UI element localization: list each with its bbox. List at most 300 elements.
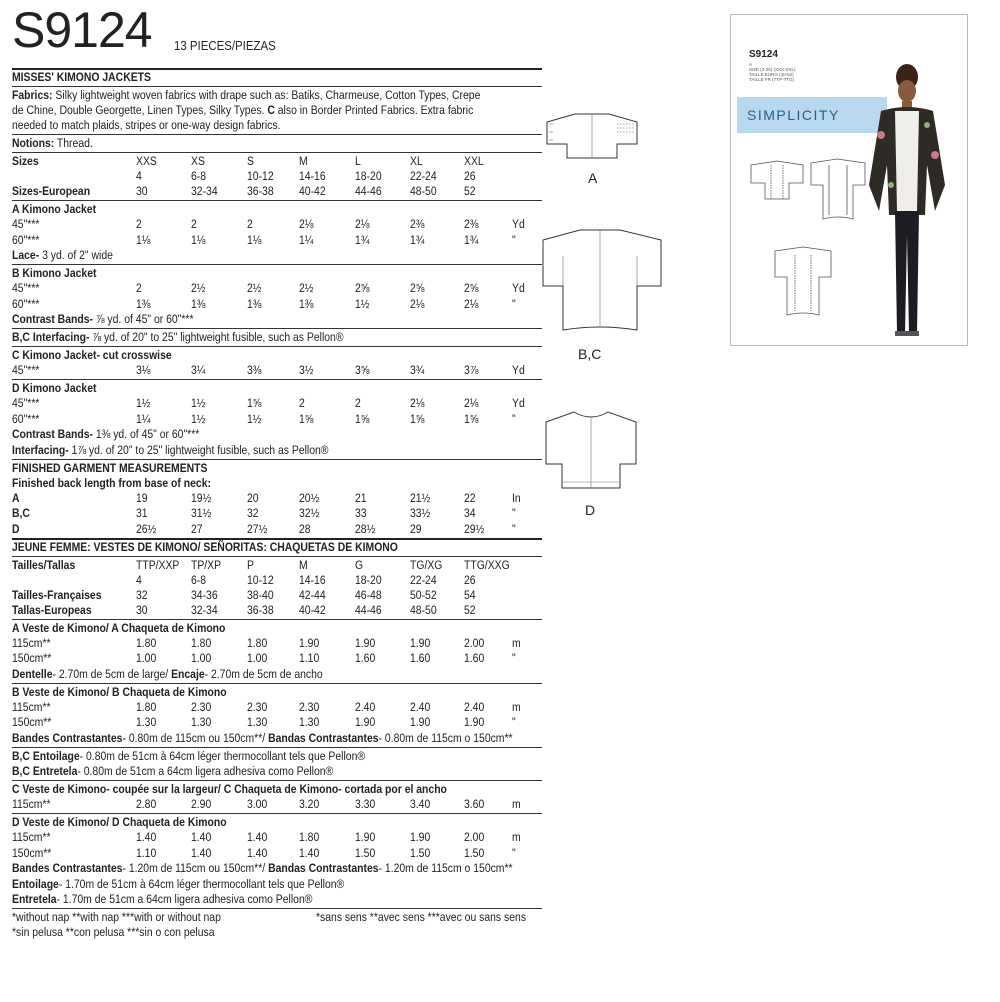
- view-d-row-value: 1½: [136, 396, 151, 410]
- fr-view-d-row-value: 1.50: [464, 845, 485, 860]
- view-c-row-value: 3½: [299, 363, 314, 378]
- view-a-row-value: 2⅜: [464, 217, 479, 231]
- envelope-sizes: A SIZE (4-26) (XXS-XXL) TAILLE EURO (30-52) TAILLE FR (TTP-TTG): [749, 62, 796, 82]
- fr-view-a-row-value: 1.90: [410, 635, 431, 650]
- fr-view-d-row-value: 1.40: [247, 830, 268, 844]
- fgm-row-value: 27½: [247, 521, 268, 536]
- fr-view-d-row-unit: ": [512, 845, 516, 860]
- fr-view-d-row-value: 2.00: [464, 830, 485, 844]
- fr-view-c-line: [12, 782, 447, 797]
- contrast-bands-text: ⅞ yd. of 45" or 60"***: [92, 312, 194, 327]
- fr-view-d-row-value: 1.10: [136, 845, 157, 860]
- size-number: 18-20: [355, 169, 382, 183]
- view-c-row-value: 3⅜: [247, 363, 262, 378]
- view-d-row-value: 1⅝: [410, 411, 425, 426]
- fr-sizes-label: Tailles/Tallas: [12, 557, 76, 572]
- chart-rule: [12, 908, 542, 909]
- fr-view-b-row-value: 2.30: [191, 699, 212, 714]
- view-b-row-label: 60"***: [12, 296, 40, 311]
- fabrics-line-2: [12, 103, 473, 118]
- fr-view-d-row-unit: m: [512, 830, 521, 844]
- fr-view-a-row-value: 1.10: [299, 651, 320, 666]
- lace-line: [12, 248, 113, 263]
- tallas-europeas-value: 44-46: [355, 602, 382, 617]
- size-number: 26: [464, 169, 476, 183]
- view-d-row-value: 2⅛: [410, 396, 425, 410]
- fr-view-b-row-unit: m: [512, 699, 521, 714]
- fr-view-b-row-unit: ": [512, 715, 516, 730]
- view-b-row-value: 2½: [299, 281, 314, 296]
- fgm-row-value: 31½: [191, 506, 212, 521]
- jacket-bc-drawing: [540, 226, 664, 336]
- view-b-row-value: 1½: [355, 296, 370, 311]
- fr-view-c-row-value: 3.00: [247, 797, 268, 812]
- fr-view-b-row-value: 2.30: [299, 699, 320, 714]
- size-number: 6-8: [191, 169, 207, 183]
- fr-view-b-line: [12, 685, 227, 700]
- fabrics-line-3: [12, 118, 280, 133]
- size-code: XXL: [464, 154, 484, 168]
- tailles-francaises-value: 38-40: [247, 587, 274, 602]
- view-d-row-value: 1½: [191, 396, 206, 410]
- d-contrast-line: [12, 427, 199, 442]
- fgm-row-unit: In: [512, 490, 521, 505]
- tailles-francaises-value: 42-44: [299, 587, 326, 602]
- sizes-label: Sizes: [12, 154, 39, 168]
- envelope-artwork: [731, 15, 967, 345]
- bc-entretela-label: B,C Entretela: [12, 764, 78, 779]
- bc-entretela-line: [12, 764, 333, 779]
- size-code: XS: [191, 154, 205, 168]
- view-d-row-value: 2: [355, 396, 361, 410]
- fabrics-label: Fabrics:: [12, 88, 53, 102]
- fr-view-c-row-value: 3.60: [464, 797, 485, 812]
- fgm-row-value: 29: [410, 521, 422, 536]
- fgm-row-value: 28½: [355, 521, 376, 536]
- d-entoilage-line: [12, 877, 344, 892]
- view-d-row-value: 1⅝: [464, 411, 479, 426]
- view-a-illustration: [545, 110, 640, 162]
- pattern-number: S9124: [12, 2, 152, 58]
- view-a-row-value: 2⅛: [355, 217, 370, 231]
- fr-view-a-row-value: 1.80: [136, 635, 157, 650]
- fr-view-a-row-label: 115cm**: [12, 635, 51, 650]
- view-d-row-label: 60"***: [12, 411, 40, 426]
- view-b-row-unit: Yd: [512, 281, 525, 296]
- tallas-europeas-label: Tallas-Europeas: [12, 602, 92, 617]
- fgm-sub-line: [12, 476, 211, 491]
- d-bandes-text: - 1.20m de 115cm ou 150cm**/: [122, 861, 269, 876]
- fr-view-b-row-value: 2.30: [247, 699, 268, 714]
- fr-view-c-row-label: 115cm**: [12, 797, 51, 812]
- fr-view-b-row-value: 1.30: [247, 715, 268, 730]
- view-b-row-value: 2⅛: [464, 296, 479, 311]
- fr-view-b-row-label: 150cm**: [12, 715, 52, 730]
- fd-bandes-line: [12, 861, 513, 876]
- fr-size-code: P: [247, 557, 254, 572]
- d-interfacing-line: [12, 443, 328, 458]
- chart-rule: [12, 264, 542, 265]
- view-a-row-value: 1¾: [410, 232, 425, 247]
- view-a-row-value: 1⅛: [191, 232, 206, 247]
- view-c-row-value: 3⅝: [355, 363, 370, 378]
- view-b-row-value: 2⅝: [410, 281, 425, 296]
- fr-title-line: [12, 540, 398, 555]
- sizes-european-value: 48-50: [410, 184, 437, 198]
- d-bandas-text: - 1.20m de 115cm o 150cm**: [378, 861, 513, 876]
- fr-view-b-row-value: 2.40: [410, 699, 431, 714]
- tailles-francaises-value: 34-36: [191, 587, 218, 602]
- fgm-row-value: 34: [464, 506, 476, 521]
- bc-entretela-text: - 0.80m de 51cm a 64cm ligera adhesiva como Pellon®: [77, 764, 334, 779]
- envelope-front: [730, 14, 968, 346]
- chart-rule: [12, 556, 542, 557]
- chart-rule: [12, 328, 542, 329]
- chart-rule: [12, 459, 542, 460]
- fr-view-d-row-value: 1.90: [410, 830, 431, 844]
- view-b-row-value: 1⅜: [136, 296, 151, 311]
- fr-view-c-title: C Veste de Kimono- coupée sur la largeur/ C Chaqueta de Kimono- cortada por el ancho: [12, 782, 447, 797]
- fgm-row-value: 32½: [299, 506, 320, 521]
- chart-title-line: [12, 70, 151, 85]
- view-d-row-value: 1½: [247, 411, 262, 426]
- view-a-row-unit: Yd: [512, 217, 525, 231]
- fgm-row-unit: ": [512, 506, 516, 521]
- fr-view-d-line: [12, 815, 227, 830]
- view-b-row-value: 2½: [247, 281, 262, 296]
- d-bandes-label: Bandes Contrastantes: [12, 861, 123, 876]
- lace-text: 3 yd. of 2" wide: [39, 248, 113, 263]
- view-a-row-unit: ": [512, 232, 516, 247]
- sizes-european-label: Sizes-European: [12, 184, 91, 198]
- fr-view-b-row-label: 115cm**: [12, 699, 51, 714]
- fgm-row-value: 21½: [410, 490, 431, 505]
- bandes-text: - 0.80m de 115cm ou 150cm**/: [122, 730, 269, 745]
- fr-view-a-row-unit: m: [512, 635, 521, 650]
- fr-view-a-row-value: 1.00: [136, 651, 157, 666]
- bandes-label: Bandes Contrastantes: [12, 730, 123, 745]
- fr-size-number: 26: [464, 572, 476, 587]
- dentelle-text: - 2.70m de 5cm de large/: [52, 666, 172, 681]
- fr-view-d-row-value: 1.50: [355, 845, 376, 860]
- view-b-title-line: [12, 266, 96, 281]
- d-interfacing-label: Interfacing-: [12, 442, 69, 457]
- fr-view-a-row-value: 1.00: [247, 651, 268, 666]
- fgm-row-value: 26½: [136, 521, 157, 536]
- fr-size-code: M: [299, 557, 308, 572]
- fr-size-number: 14-16: [299, 572, 326, 587]
- d-bandas-label: Bandas Contrastantes: [268, 861, 379, 876]
- fabrics-text: also in Border Printed Fabrics. Extra fabric: [274, 103, 474, 117]
- view-d-title: D Kimono Jacket: [12, 381, 97, 395]
- view-d-row-value: 2⅛: [464, 396, 479, 410]
- fr-view-d-row-value: 1.50: [410, 845, 431, 860]
- view-c-row-value: 3¾: [410, 363, 425, 378]
- pieces-count: 13 PIECES/PIEZAS: [174, 38, 276, 53]
- fr-view-c-row-value: 3.40: [410, 797, 431, 812]
- tallas-europeas-value: 40-42: [299, 602, 326, 617]
- tallas-europeas-value: 48-50: [410, 602, 437, 617]
- fb-bandes-line: [12, 731, 513, 746]
- size-code: L: [355, 154, 361, 168]
- view-c-row-unit: Yd: [512, 363, 525, 378]
- envelope-sketch-b: [811, 159, 865, 219]
- fr-view-a-title: A Veste de Kimono/ A Chaqueta de Kimono: [12, 620, 226, 635]
- fgm-row-value: 31: [136, 506, 148, 521]
- fr-size-code: TG/XG: [410, 557, 443, 572]
- fr-view-a-row-value: 1.90: [355, 635, 376, 650]
- envelope-pattern-number: S9124: [749, 49, 778, 60]
- fr-view-b-row-value: 2.40: [464, 699, 485, 714]
- fr-view-a-row-value: 1.00: [191, 651, 212, 666]
- sizes-european-value: 36-38: [247, 184, 274, 198]
- bc-entoilage-label: B,C Entoilage: [12, 748, 80, 763]
- fr-view-a-row-value: 1.80: [247, 635, 268, 650]
- bc-entoilage-line: [12, 749, 365, 764]
- footnote-spanish: *sin pelusa **con pelusa ***sin o con pelusa: [12, 925, 215, 940]
- size-number: 10-12: [247, 169, 274, 183]
- fgm-title-line: [12, 461, 207, 476]
- view-d-row-value: 1¼: [136, 411, 151, 426]
- chart-rule: [12, 379, 542, 380]
- bc-interfacing-line: [12, 330, 344, 345]
- view-b-row-value: 1⅜: [191, 296, 206, 311]
- jacket-a-drawing: [545, 110, 640, 162]
- bandas-label: Bandas Contrastantes: [268, 730, 379, 745]
- d-contrast-label: Contrast Bands-: [12, 427, 93, 442]
- view-d-title-line: [12, 381, 96, 396]
- view-b-row-value: 2: [136, 281, 142, 296]
- view-d-row-unit: ": [512, 411, 516, 426]
- view-a-row-value: 2: [247, 217, 253, 231]
- view-a-row-value: 1¾: [355, 232, 370, 247]
- size-code: S: [247, 154, 254, 168]
- tallas-europeas-value: 32-34: [191, 602, 218, 617]
- sizes-european-value: 44-46: [355, 184, 382, 198]
- fr-view-c-row-value: 2.80: [136, 797, 157, 812]
- fgm-row-label: A: [12, 490, 20, 505]
- view-a-row-label: 45"***: [12, 217, 40, 231]
- fgm-row-value: 28: [299, 521, 311, 536]
- size-number: 22-24: [410, 169, 437, 183]
- fgm-row-value: 21: [355, 490, 367, 505]
- view-b-row-label: 45"***: [12, 281, 40, 296]
- fr-view-a-row-value: 1.60: [410, 651, 431, 666]
- fr-view-a-line: [12, 621, 225, 636]
- fr-view-d-row-value: 1.40: [247, 845, 268, 860]
- fr-view-d-row-label: 150cm**: [12, 845, 52, 860]
- view-d-row-label: 45"***: [12, 396, 40, 410]
- fr-size-number: 22-24: [410, 572, 437, 587]
- fgm-row-value: 20½: [299, 490, 320, 505]
- fr-size-number: 4: [136, 572, 142, 587]
- chart-rule: [12, 200, 542, 201]
- view-c-row-label: 45"***: [12, 363, 40, 378]
- view-a-row-value: 1⅛: [136, 232, 151, 247]
- fr-view-c-row-value: 3.20: [299, 797, 320, 812]
- fgm-row-label: B,C: [12, 506, 30, 521]
- bc-entoilage-text: - 0.80m de 51cm à 64cm léger thermocollant tels que Pellon®: [79, 748, 366, 763]
- view-d-row-value: 1⅝: [299, 411, 314, 426]
- tailles-francaises-value: 46-48: [355, 587, 382, 602]
- bandas-text: - 0.80m de 115cm o 150cm**: [378, 730, 513, 745]
- chart-rule: [12, 619, 542, 620]
- fr-view-b-row-value: 2.40: [355, 699, 376, 714]
- envelope-model: [869, 64, 945, 336]
- fr-size-code: TTP/XXP: [136, 557, 180, 572]
- bc-interfacing-label: B,C Interfacing-: [12, 330, 90, 345]
- view-d-label: D: [585, 502, 596, 518]
- view-d-row-unit: Yd: [512, 396, 525, 410]
- view-a-row-value: 1¾: [464, 232, 479, 247]
- view-b-row-unit: ": [512, 296, 516, 311]
- view-bc-label: B,C: [578, 346, 602, 362]
- sizes-european-value: 52: [464, 184, 476, 198]
- footnote-french: *sans sens **avec sens ***avec ou sans sens: [316, 910, 527, 925]
- view-a-label: A: [588, 170, 598, 186]
- fgm-title: FINISHED GARMENT MEASUREMENTS: [12, 460, 208, 475]
- notions-line: [12, 136, 93, 151]
- chart-rule: [12, 346, 542, 347]
- d-entoilage-text: - 1.70m de 51cm à 64cm léger thermocollant tels que Pellon®: [58, 876, 345, 891]
- tailles-francaises-value: 32: [136, 587, 148, 602]
- view-a-title: A Kimono Jacket: [12, 202, 97, 216]
- fgm-row-value: 33½: [410, 506, 431, 521]
- view-b-row-value: 2⅝: [355, 281, 370, 296]
- view-a-row-label: 60"***: [12, 232, 40, 247]
- chart-rule: [12, 134, 542, 135]
- notions-text: Thread.: [54, 136, 93, 150]
- view-d-row-value: 1⅝: [247, 396, 262, 410]
- dentelle-label: Dentelle: [12, 666, 53, 681]
- fr-view-c-row-value: 2.90: [191, 797, 212, 812]
- fr-view-b-row-value: 1.90: [410, 715, 431, 730]
- notions-label: Notions:: [12, 136, 55, 150]
- fr-view-c-row-value: 3.30: [355, 797, 376, 812]
- footnote-english: *without nap **with nap ***with or without nap: [12, 910, 221, 925]
- view-c-title-line: [12, 348, 172, 363]
- sizes-european-value: 32-34: [191, 184, 218, 198]
- lace-label: Lace-: [12, 248, 40, 263]
- view-a-title-line: [12, 202, 96, 217]
- chart-rule: [12, 747, 542, 748]
- fr-view-a-row-label: 150cm**: [12, 651, 52, 666]
- fr-view-d-row-value: 1.90: [355, 830, 376, 844]
- fr-view-a-row-value: 2.00: [464, 635, 485, 650]
- view-d-row-value: 1⅝: [355, 411, 370, 426]
- fr-size-number: 6-8: [191, 572, 207, 587]
- fr-view-a-row-value: 1.80: [191, 635, 212, 650]
- fr-view-b-title: B Veste de Kimono/ B Chaqueta de Kimono: [12, 684, 227, 699]
- size-code: M: [299, 154, 308, 168]
- tallas-europeas-value: 52: [464, 602, 476, 617]
- view-a-row-value: 2⅜: [410, 217, 425, 231]
- view-a-row-value: 2: [191, 217, 197, 231]
- d-entretela-text: - 1.70m de 51cm a 64cm ligera adhesiva como Pellon®: [56, 892, 313, 907]
- d-interfacing-text: 1⅞ yd. of 20" to 25" lightweight fusible, such as Pellon®: [68, 442, 329, 457]
- sizes-european-value: 30: [136, 184, 148, 198]
- encaje-text: - 2.70m de 5cm de ancho: [204, 666, 323, 681]
- tallas-europeas-value: 30: [136, 602, 148, 617]
- d-entoilage-label: Entoilage: [12, 876, 59, 891]
- view-a-row-value: 2: [136, 217, 142, 231]
- d-entretela-label: Entretela: [12, 892, 57, 907]
- fr-view-b-row-value: 1.30: [136, 715, 157, 730]
- fr-view-b-row-value: 1.30: [299, 715, 320, 730]
- fgm-row-value: 33: [355, 506, 367, 521]
- fr-view-b-row-value: 1.90: [464, 715, 485, 730]
- dentelle-line: [12, 667, 323, 682]
- fr-size-number: 18-20: [355, 572, 382, 587]
- envelope-brand: SIMPLICITY: [747, 107, 840, 123]
- fr-view-d-row-value: 1.40: [191, 845, 212, 860]
- size-code: XL: [410, 154, 423, 168]
- d-entretela-line: [12, 892, 312, 907]
- view-d-row-value: 2: [299, 396, 305, 410]
- view-d-row-value: 1½: [191, 411, 206, 426]
- view-b-row-value: 2⅛: [410, 296, 425, 311]
- view-a-row-value: 1⅛: [247, 232, 262, 247]
- fr-size-code: G: [355, 557, 364, 572]
- fgm-row-value: 19½: [191, 490, 212, 505]
- fr-view-d-row-value: 1.80: [299, 830, 320, 844]
- d-contrast-text: 1⅜ yd. of 45" or 60"***: [92, 427, 200, 442]
- fr-view-a-row-value: 1.90: [299, 635, 320, 650]
- chart-rule: [12, 152, 542, 153]
- fgm-row-value: 19: [136, 490, 148, 505]
- view-b-row-value: 2⅝: [464, 281, 479, 296]
- fabrics-text: needed to match plaids, stripes or one-way design fabrics.: [12, 118, 281, 132]
- size-code: XXS: [136, 154, 157, 168]
- view-c-row-value: 3⅛: [136, 363, 151, 378]
- fr-view-d-row-value: 1.40: [136, 830, 157, 844]
- tallas-europeas-value: 36-38: [247, 602, 274, 617]
- fgm-row-value: 29½: [464, 521, 485, 536]
- size-number: 14-16: [299, 169, 326, 183]
- fgm-subtitle: Finished back length from base of neck:: [12, 475, 211, 490]
- fr-view-d-title: D Veste de Kimono/ D Chaqueta de Kimono: [12, 815, 227, 829]
- fr-view-d-row-value: 1.40: [299, 845, 320, 860]
- fabrics-text: de Chine, Double Georgette, Linen Types, Silky Types.: [12, 103, 268, 117]
- view-b-row-value: 2½: [191, 281, 206, 296]
- chart-rule: [12, 683, 542, 684]
- fr-view-b-row-value: 1.80: [136, 699, 157, 714]
- view-b-row-value: 1⅜: [247, 296, 262, 311]
- fgm-row-value: 22: [464, 490, 476, 505]
- fr-view-a-row-value: 1.60: [464, 651, 485, 666]
- view-b-title: B Kimono Jacket: [12, 266, 97, 281]
- fgm-row-value: 27: [191, 521, 203, 536]
- fgm-row-label: D: [12, 521, 20, 536]
- view-bc-illustration: [540, 226, 664, 336]
- sizes-european-value: 40-42: [299, 184, 326, 198]
- fr-view-c-row-unit: m: [512, 797, 521, 812]
- view-a-row-value: 2⅛: [299, 217, 314, 231]
- view-c-row-value: 3⅞: [464, 363, 479, 378]
- b-contrast-line: [12, 312, 194, 327]
- size-number: 4: [136, 169, 142, 183]
- envelope-sketch-a: [751, 161, 803, 199]
- view-d-illustration: [544, 408, 638, 492]
- chart-rule: [12, 780, 542, 781]
- fr-view-a-row-value: 1.60: [355, 651, 376, 666]
- fr-size-code: TTG/XXG: [464, 557, 510, 572]
- fr-size-number: 10-12: [247, 572, 274, 587]
- fr-view-b-row-value: 1.30: [191, 715, 212, 730]
- view-c-row-value: 3¼: [191, 363, 206, 378]
- envelope-sketch-c: [775, 247, 831, 315]
- view-b-row-value: 1⅜: [299, 296, 314, 311]
